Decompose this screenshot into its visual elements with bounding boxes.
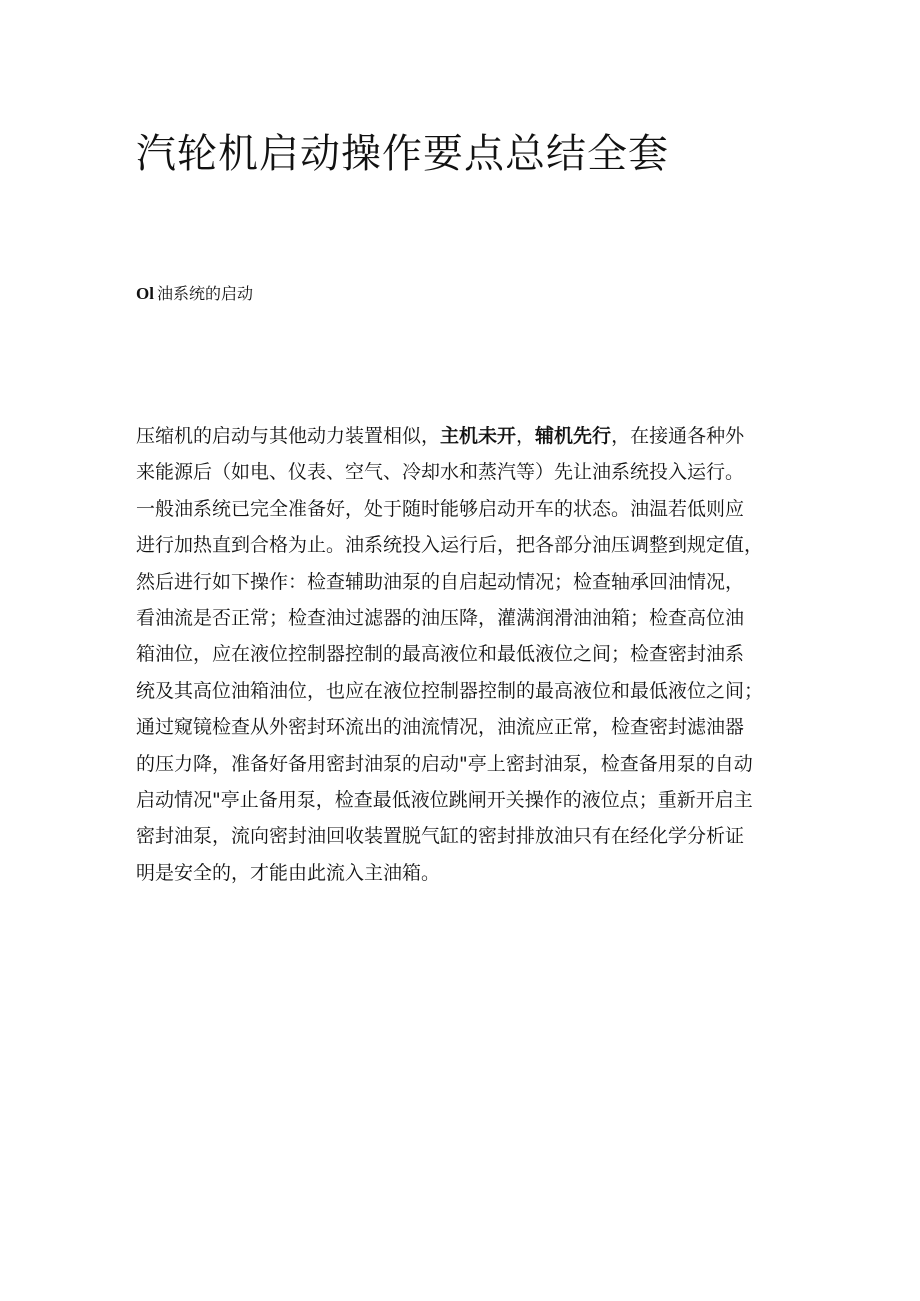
paragraph-line: 进行加热直到合格为止。油系统投入运行后，把各部分油压调整到规定值，	[136, 534, 764, 557]
text-run: ，在接通各种外	[611, 425, 745, 447]
section-heading	[136, 283, 253, 305]
paragraph-line: 看油流是否正常；检查油过滤器的油压降，灌满润滑油油箱；检查高位油	[136, 606, 745, 629]
paragraph-line: 的压力降，准备好备用密封油泵的启动"亭上密封油泵，检查备用泵的自动	[136, 752, 753, 775]
text-run: 压缩机的启动与其他动力装置相似，	[136, 425, 441, 447]
body-paragraph	[136, 418, 800, 891]
text-run: ，	[516, 425, 536, 447]
paragraph-line: 密封油泵，流向密封油回收装置脱气缸的密封排放油只有在经化学分析证	[136, 825, 745, 848]
paragraph-line: 一般油系统已完全准备好，处于随时能够启动开车的状态。油温若低则应	[136, 497, 745, 520]
paragraph-line	[136, 418, 800, 454]
paragraph-line: 然后进行如下操作：检查辅助油泵的自启起动情况；检查轴承回油情况，	[136, 570, 745, 593]
bold-phrase: 主机未开	[440, 425, 517, 447]
paragraph-line: 统及其高位油箱油位，也应在液位控制器控制的最高液位和最低液位之间；	[136, 679, 764, 702]
paragraph-line: 来能源后（如电、仪表、空气、冷却水和蒸汽等）先让油系统投入运行。	[136, 461, 745, 484]
paragraph-line: 明是安全的，才能由此流入主油箱。	[136, 861, 441, 884]
paragraph-line: 启动情况"亭止备用泵，检查最低液位跳闸开关操作的液位点；重新开启主	[136, 788, 753, 811]
section-number: Ol	[136, 284, 154, 303]
section-heading-text: 油系统的启动	[156, 284, 253, 303]
paragraph-line: 箱油位，应在液位控制器控制的最高液位和最低液位之间；检查密封油系	[136, 643, 745, 666]
bold-phrase: 辅机先行	[535, 425, 612, 447]
document-title: 汽轮机启动操作要点总结全套	[136, 131, 669, 177]
paragraph-line: 通过窥镜检查从外密封环流出的油流情况，油流应正常，检查密封滤油器	[136, 716, 745, 739]
